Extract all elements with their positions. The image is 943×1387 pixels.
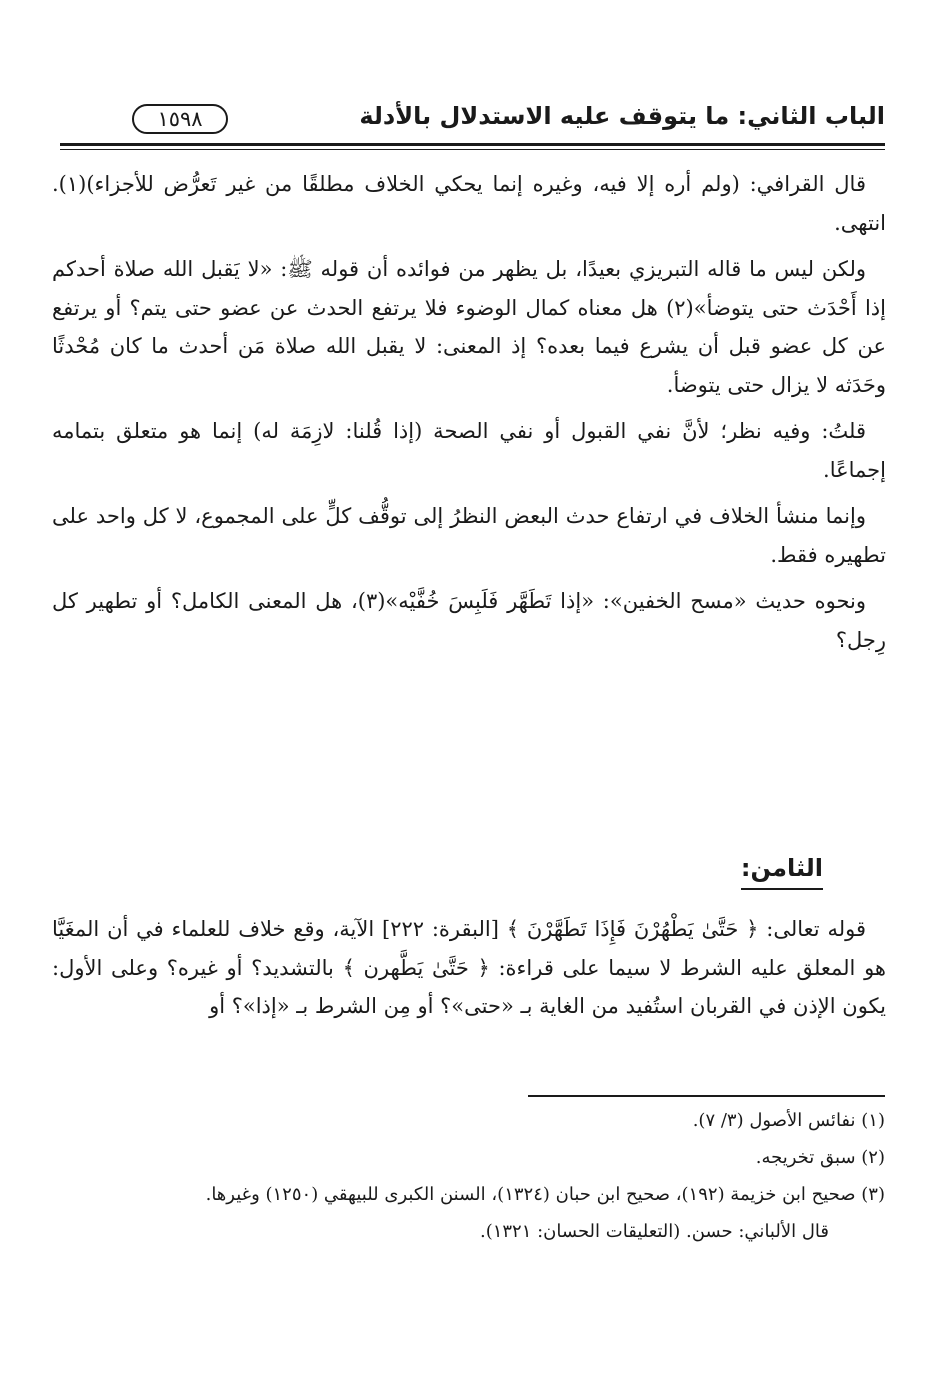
- footnotes: [52, 1102, 885, 1250]
- footnote: (١) نفائس الأصول (٣/ ٧).: [692, 1110, 885, 1131]
- footnote: (٣) صحيح ابن خزيمة (١٩٢)، صحيح ابن حبان (١٣٢٤)، السنن الكبرى للبيهقي (١٢٥٠) وغيرها.: [205, 1184, 885, 1205]
- footnote: (٢) سبق تخريجه.: [755, 1147, 885, 1168]
- paragraph: وإنما منشأ الخلاف في ارتفاع حدث البعض النظرُ إلى توقُّف كلٍّ على المجموع، لا كل واحد على تطهيره فقط.: [52, 504, 886, 567]
- footnote-continuation: قال الألباني: حسن. (التعليقات الحسان: ١٣٢١).: [479, 1221, 829, 1242]
- page-number: ١٥٩٨: [132, 104, 228, 134]
- main-text: [52, 165, 886, 667]
- section-heading: الثامن:: [741, 850, 823, 890]
- footnote-separator: [528, 1095, 885, 1097]
- header-rule-thin: [60, 149, 885, 150]
- paragraph: قلتُ: وفيه نظر؛ لأنَّ نفي القبول أو نفي الصحة (إذا قُلنا: لازِمَة له) إنما هو متعلق بتمامه إجماعًا.: [52, 419, 886, 482]
- paragraph: قوله تعالى: ﴿ حَتَّىٰ يَطْهُرْنَ فَإِذَا تَطَهَّرْنَ ﴾ [البقرة: ٢٢٢] الآية، وقع خلاف للعلماء في أن المغَيَّا هو المعلق عليه الشرط لا سيما على قراءة: ﴿ حَتَّىٰ يَطَّهرن ﴾ بالتشديد؟ أو غيره؟ وعلى الأول: يكون الإذن في القربان استُفيد من الغاية بـ «حتى»؟ أو مِن الشرط بـ «إذا»؟ أو: [52, 917, 886, 1018]
- paragraph: ولكن ليس ما قاله التبريزي بعيدًا، بل يظهر من فوائده أن قوله ﷺ: «لا يَقبل الله صلاة أحدكم إذا أَحْدَث حتى يتوضأ»(٢) هل معناه كمال الوضوء فلا يرتفع الحدث عن عضو حتى يتم؟ أو يرتفع عن كل عضو قبل أن يشرع فيما بعده؟ إذ المعنى: لا يقبل الله صلاة مَن أحدث ما كان مُحْدثًا وحَدَثه لا يزال حتى يتوضأ.: [52, 257, 886, 397]
- header-rule-thick: [60, 143, 885, 146]
- page-header: [60, 95, 885, 143]
- main-text-continued: [52, 910, 886, 1026]
- paragraph: قال القرافي: (ولم أره إلا فيه، وغيره إنما يحكي الخلاف مطلقًا من غير تَعرُّض للأجزاء)(١). انتهى.: [52, 172, 886, 235]
- paragraph: ونحوه حديث «مسح الخفين»: «إذا تَطَهَّر فَلَبِسَ خُفَّيْه»(٣)، هل المعنى الكامل؟ أو تطهير كل رِجل؟: [52, 589, 886, 652]
- running-head-title: الباب الثاني: ما يتوقف عليه الاستدلال بالأدلة: [359, 102, 885, 130]
